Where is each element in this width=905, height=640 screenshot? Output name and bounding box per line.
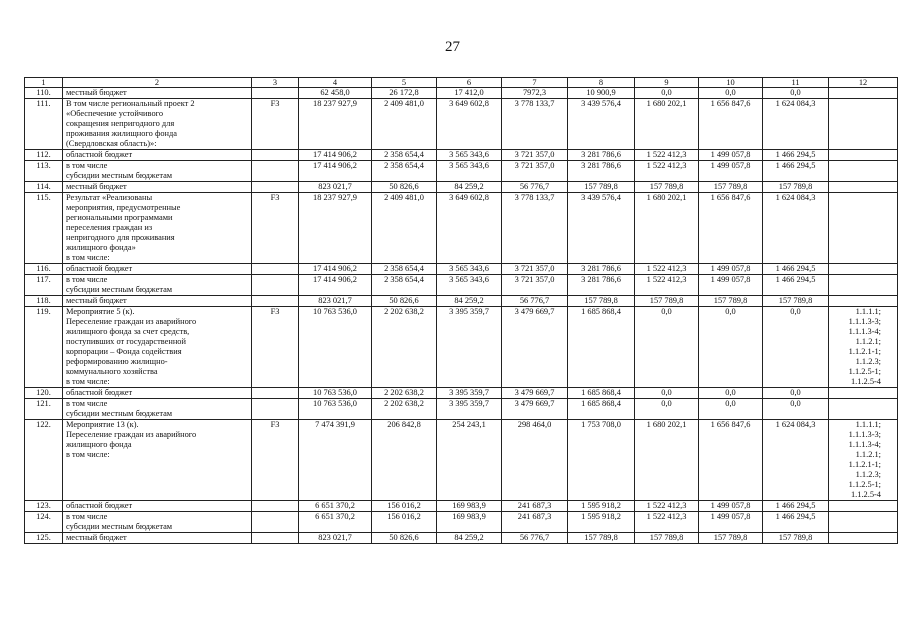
budget-value: 3 395 359,7 xyxy=(437,307,502,388)
budget-value: 1 595 918,2 xyxy=(568,512,635,533)
budget-value: 0,0 xyxy=(763,307,829,388)
budget-value: 3 778 133,7 xyxy=(502,193,568,264)
row-name xyxy=(63,501,252,512)
budget-value: 1 499 057,8 xyxy=(699,264,763,275)
budget-value: 241 687,3 xyxy=(502,512,568,533)
budget-value: 10 763 536,0 xyxy=(299,399,372,420)
target-codes xyxy=(829,275,898,296)
column-header: 5 xyxy=(372,78,437,88)
budget-value: 1 466 294,5 xyxy=(763,275,829,296)
row-code xyxy=(252,264,299,275)
row-name xyxy=(63,296,252,307)
table-row xyxy=(25,533,898,544)
row-name xyxy=(63,182,252,193)
row-number: 123. xyxy=(25,501,63,512)
target-codes xyxy=(829,150,898,161)
row-name-line: местный бюджет xyxy=(66,296,127,305)
budget-value: 50 826,6 xyxy=(372,182,437,193)
row-code: F3 xyxy=(252,420,299,501)
row-number: 116. xyxy=(25,264,63,275)
budget-value: 6 651 370,2 xyxy=(299,501,372,512)
row-code xyxy=(252,296,299,307)
row-name-line: областной бюджет xyxy=(66,264,133,273)
target-codes xyxy=(829,193,898,264)
budget-value: 157 789,8 xyxy=(568,296,635,307)
row-number: 117. xyxy=(25,275,63,296)
target-code: 1.1.1.3-3; xyxy=(848,317,881,326)
table-row xyxy=(25,388,898,399)
budget-value: 2 358 654,4 xyxy=(372,264,437,275)
budget-value: 1 624 084,3 xyxy=(763,99,829,150)
budget-value: 2 358 654,4 xyxy=(372,275,437,296)
row-number: 118. xyxy=(25,296,63,307)
budget-value: 0,0 xyxy=(635,388,699,399)
table-row xyxy=(25,150,898,161)
target-code: 1.1.2.1-1; xyxy=(848,347,881,356)
target-code: 1.1.1.1; xyxy=(855,307,881,316)
budget-value: 17 412,0 xyxy=(437,88,502,99)
budget-value: 17 414 906,2 xyxy=(299,275,372,296)
row-name-line: региональными программами xyxy=(66,213,173,222)
budget-value: 17 414 906,2 xyxy=(299,161,372,182)
budget-value: 3 479 669,7 xyxy=(502,388,568,399)
row-name xyxy=(63,193,252,264)
budget-value: 50 826,6 xyxy=(372,296,437,307)
column-header: 4 xyxy=(299,78,372,88)
row-name-line: Мероприятие 13 (к). xyxy=(66,420,139,429)
row-name xyxy=(63,264,252,275)
budget-value: 2 202 638,2 xyxy=(372,388,437,399)
budget-value: 156 016,2 xyxy=(372,512,437,533)
budget-value: 157 789,8 xyxy=(699,296,763,307)
budget-value: 1 522 412,3 xyxy=(635,501,699,512)
budget-value: 823 021,7 xyxy=(299,182,372,193)
table-row xyxy=(25,193,898,264)
budget-value: 1 595 918,2 xyxy=(568,501,635,512)
row-name-line: в том числе xyxy=(66,399,108,408)
column-header: 10 xyxy=(699,78,763,88)
budget-value: 1 499 057,8 xyxy=(699,161,763,182)
budget-value: 0,0 xyxy=(699,399,763,420)
budget-value: 3 721 357,0 xyxy=(502,150,568,161)
budget-value: 17 414 906,2 xyxy=(299,264,372,275)
budget-value: 2 358 654,4 xyxy=(372,161,437,182)
target-codes xyxy=(829,512,898,533)
budget-value: 62 458,0 xyxy=(299,88,372,99)
row-name-line: корпорации – Фонда содействия xyxy=(66,347,182,356)
row-name-line: местный бюджет xyxy=(66,533,127,542)
row-name-line: в том числе: xyxy=(66,377,110,386)
budget-value: 298 464,0 xyxy=(502,420,568,501)
target-code: 1.1.1.3-3; xyxy=(848,430,881,439)
row-code xyxy=(252,501,299,512)
budget-value: 1 680 202,1 xyxy=(635,99,699,150)
row-number: 122. xyxy=(25,420,63,501)
budget-value: 157 789,8 xyxy=(568,533,635,544)
row-number: 125. xyxy=(25,533,63,544)
budget-value: 1 656 847,6 xyxy=(699,99,763,150)
target-codes xyxy=(829,420,898,501)
row-number: 114. xyxy=(25,182,63,193)
row-name xyxy=(63,533,252,544)
target-codes xyxy=(829,501,898,512)
row-name-line: субсидии местным бюджетам xyxy=(66,409,173,418)
budget-value: 2 409 481,0 xyxy=(372,193,437,264)
budget-value: 157 789,8 xyxy=(763,182,829,193)
row-name-line: Результат «Реализованы xyxy=(66,193,153,202)
budget-value: 84 259,2 xyxy=(437,533,502,544)
budget-value: 2 358 654,4 xyxy=(372,150,437,161)
row-name-line: жилищного фонда за счет средств, xyxy=(66,327,190,336)
column-header: 9 xyxy=(635,78,699,88)
column-header: 11 xyxy=(763,78,829,88)
column-header: 8 xyxy=(568,78,635,88)
budget-value: 3 479 669,7 xyxy=(502,399,568,420)
target-code: 1.1.2.5-4 xyxy=(850,490,881,499)
budget-value: 0,0 xyxy=(763,388,829,399)
budget-value: 1 680 202,1 xyxy=(635,193,699,264)
table-row xyxy=(25,512,898,533)
row-name-line: субсидии местным бюджетам xyxy=(66,522,173,531)
row-name xyxy=(63,307,252,388)
budget-value: 1 624 084,3 xyxy=(763,193,829,264)
row-name-line: (Свердловская область)»: xyxy=(66,139,157,148)
budget-value: 0,0 xyxy=(763,88,829,99)
row-name-line: реформированию жилищно- xyxy=(66,357,168,366)
budget-value: 1 522 412,3 xyxy=(635,161,699,182)
budget-value: 6 651 370,2 xyxy=(299,512,372,533)
budget-value: 7 474 391,9 xyxy=(299,420,372,501)
target-codes xyxy=(829,296,898,307)
table-row xyxy=(25,501,898,512)
target-code: 1.1.1.3-4; xyxy=(848,440,881,449)
budget-value: 169 983,9 xyxy=(437,512,502,533)
budget-value: 254 243,1 xyxy=(437,420,502,501)
budget-value: 3 439 576,4 xyxy=(568,99,635,150)
budget-value: 156 016,2 xyxy=(372,501,437,512)
budget-value: 1 466 294,5 xyxy=(763,264,829,275)
target-code: 1.1.2.1; xyxy=(855,450,881,459)
budget-value: 0,0 xyxy=(699,307,763,388)
column-header: 6 xyxy=(437,78,502,88)
budget-value: 56 776,7 xyxy=(502,296,568,307)
budget-value: 1 522 412,3 xyxy=(635,264,699,275)
budget-value: 1 656 847,6 xyxy=(699,420,763,501)
row-number: 115. xyxy=(25,193,63,264)
target-codes xyxy=(829,88,898,99)
budget-value: 56 776,7 xyxy=(502,182,568,193)
target-code: 1.1.2.3; xyxy=(855,470,881,479)
budget-value: 3 565 343,6 xyxy=(437,275,502,296)
budget-value: 1 753 708,0 xyxy=(568,420,635,501)
row-code xyxy=(252,533,299,544)
budget-value: 3 649 602,8 xyxy=(437,193,502,264)
row-name-line: проживания жилищного фонда xyxy=(66,129,178,138)
budget-value: 3 565 343,6 xyxy=(437,150,502,161)
column-header: 1 xyxy=(25,78,63,88)
row-name xyxy=(63,512,252,533)
budget-value: 3 721 357,0 xyxy=(502,264,568,275)
budget-value: 3 395 359,7 xyxy=(437,399,502,420)
row-code: F3 xyxy=(252,307,299,388)
budget-value: 50 826,6 xyxy=(372,533,437,544)
budget-value: 1 522 412,3 xyxy=(635,275,699,296)
row-name xyxy=(63,420,252,501)
budget-value: 7972,3 xyxy=(502,88,568,99)
column-header: 3 xyxy=(252,78,299,88)
target-codes xyxy=(829,399,898,420)
budget-value: 84 259,2 xyxy=(437,182,502,193)
budget-value: 3 778 133,7 xyxy=(502,99,568,150)
budget-value: 157 789,8 xyxy=(699,182,763,193)
table-row xyxy=(25,182,898,193)
row-name-line: областной бюджет xyxy=(66,501,133,510)
budget-value: 1 499 057,8 xyxy=(699,512,763,533)
budget-value: 206 842,8 xyxy=(372,420,437,501)
column-header: 7 xyxy=(502,78,568,88)
row-code xyxy=(252,161,299,182)
budget-value: 1 499 057,8 xyxy=(699,501,763,512)
budget-value: 1 685 868,4 xyxy=(568,399,635,420)
target-code: 1.1.2.3; xyxy=(855,357,881,366)
row-code xyxy=(252,150,299,161)
row-name-line: в том числе xyxy=(66,512,108,521)
budget-value: 3 649 602,8 xyxy=(437,99,502,150)
budget-value: 0,0 xyxy=(763,399,829,420)
row-number: 113. xyxy=(25,161,63,182)
table-row xyxy=(25,161,898,182)
row-code xyxy=(252,388,299,399)
budget-value: 17 414 906,2 xyxy=(299,150,372,161)
budget-value: 157 789,8 xyxy=(635,296,699,307)
budget-value: 3 565 343,6 xyxy=(437,264,502,275)
table-row xyxy=(25,420,898,501)
budget-value: 1 466 294,5 xyxy=(763,161,829,182)
row-name-line: областной бюджет xyxy=(66,150,133,159)
row-code xyxy=(252,275,299,296)
budget-value: 1 522 412,3 xyxy=(635,512,699,533)
budget-value: 2 409 481,0 xyxy=(372,99,437,150)
row-name-line: местный бюджет xyxy=(66,182,127,191)
row-name xyxy=(63,275,252,296)
budget-value: 3 479 669,7 xyxy=(502,307,568,388)
budget-value: 157 789,8 xyxy=(568,182,635,193)
budget-value: 84 259,2 xyxy=(437,296,502,307)
target-code: 1.1.2.5-1; xyxy=(848,367,881,376)
target-codes xyxy=(829,307,898,388)
budget-value: 1 522 412,3 xyxy=(635,150,699,161)
table-row xyxy=(25,296,898,307)
page-number: 27 xyxy=(445,39,460,55)
budget-value: 10 900,9 xyxy=(568,88,635,99)
row-name xyxy=(63,399,252,420)
target-codes xyxy=(829,533,898,544)
budget-value: 1 499 057,8 xyxy=(699,150,763,161)
budget-value: 56 776,7 xyxy=(502,533,568,544)
row-code: F3 xyxy=(252,193,299,264)
row-name-line: поступивших от государственной xyxy=(66,337,186,346)
budget-table xyxy=(24,77,898,544)
budget-value: 1 466 294,5 xyxy=(763,501,829,512)
row-name-line: областной бюджет xyxy=(66,388,133,397)
column-header: 12 xyxy=(829,78,898,88)
row-name xyxy=(63,388,252,399)
budget-value: 26 172,8 xyxy=(372,88,437,99)
row-name-line: в том числе: xyxy=(66,253,110,262)
target-codes xyxy=(829,264,898,275)
table-row xyxy=(25,264,898,275)
target-code: 1.1.2.1; xyxy=(855,337,881,346)
row-name-line: В том числе региональный проект 2 xyxy=(66,99,195,108)
budget-value: 3 281 786,6 xyxy=(568,275,635,296)
budget-value: 0,0 xyxy=(635,399,699,420)
row-name-line: в том числе xyxy=(66,275,108,284)
target-codes xyxy=(829,388,898,399)
budget-value: 157 789,8 xyxy=(763,296,829,307)
budget-value: 10 763 536,0 xyxy=(299,388,372,399)
table-row xyxy=(25,307,898,388)
row-name xyxy=(63,99,252,150)
budget-value: 18 237 927,9 xyxy=(299,193,372,264)
table-row xyxy=(25,399,898,420)
target-code: 1.1.1.1; xyxy=(855,420,881,429)
row-name-line: Переселение граждан из аварийного xyxy=(66,317,197,326)
budget-value: 1 685 868,4 xyxy=(568,307,635,388)
row-name xyxy=(63,88,252,99)
budget-value: 1 685 868,4 xyxy=(568,388,635,399)
table-row xyxy=(25,275,898,296)
budget-value: 157 789,8 xyxy=(699,533,763,544)
budget-value: 2 202 638,2 xyxy=(372,399,437,420)
row-name xyxy=(63,161,252,182)
target-code: 1.1.2.1-1; xyxy=(848,460,881,469)
row-name xyxy=(63,150,252,161)
target-code: 1.1.2.5-4 xyxy=(850,377,881,386)
row-code xyxy=(252,399,299,420)
target-codes xyxy=(829,182,898,193)
budget-value: 1 680 202,1 xyxy=(635,420,699,501)
target-code: 1.1.1.3-4; xyxy=(848,327,881,336)
budget-value: 0,0 xyxy=(699,388,763,399)
row-name-line: в том числе xyxy=(66,161,108,170)
budget-value: 1 466 294,5 xyxy=(763,512,829,533)
column-header: 2 xyxy=(63,78,252,88)
row-name-line: коммунального хозяйства xyxy=(66,367,158,376)
row-number: 121. xyxy=(25,399,63,420)
budget-value: 3 721 357,0 xyxy=(502,275,568,296)
budget-value: 1 656 847,6 xyxy=(699,193,763,264)
budget-value: 0,0 xyxy=(635,88,699,99)
row-name-line: сокращения непригодного для xyxy=(66,119,175,128)
row-name-line: местный бюджет xyxy=(66,88,127,97)
row-code xyxy=(252,88,299,99)
table-row xyxy=(25,88,898,99)
budget-value: 241 687,3 xyxy=(502,501,568,512)
budget-value: 3 281 786,6 xyxy=(568,264,635,275)
row-name-line: непригодного для проживания xyxy=(66,233,175,242)
budget-value: 1 624 084,3 xyxy=(763,420,829,501)
budget-value: 3 565 343,6 xyxy=(437,161,502,182)
budget-value: 0,0 xyxy=(635,307,699,388)
row-code: F3 xyxy=(252,99,299,150)
target-code: 1.1.2.5-1; xyxy=(848,480,881,489)
target-codes xyxy=(829,99,898,150)
row-number: 124. xyxy=(25,512,63,533)
budget-value: 3 281 786,6 xyxy=(568,161,635,182)
row-number: 119. xyxy=(25,307,63,388)
table-header-row xyxy=(25,78,898,88)
budget-value: 1 499 057,8 xyxy=(699,275,763,296)
budget-value: 3 395 359,7 xyxy=(437,388,502,399)
row-number: 111. xyxy=(25,99,63,150)
budget-value: 823 021,7 xyxy=(299,533,372,544)
row-name-line: Мероприятие 5 (к). xyxy=(66,307,135,316)
budget-value: 2 202 638,2 xyxy=(372,307,437,388)
row-name-line: мероприятия, предусмотренные xyxy=(66,203,181,212)
row-name-line: Переселение граждан из аварийного xyxy=(66,430,197,439)
budget-value: 0,0 xyxy=(699,88,763,99)
budget-value: 3 281 786,6 xyxy=(568,150,635,161)
row-code xyxy=(252,512,299,533)
budget-value: 157 789,8 xyxy=(635,182,699,193)
row-number: 120. xyxy=(25,388,63,399)
row-name-line: субсидии местным бюджетам xyxy=(66,171,173,180)
budget-value: 3 721 357,0 xyxy=(502,161,568,182)
budget-value: 157 789,8 xyxy=(635,533,699,544)
budget-value: 823 021,7 xyxy=(299,296,372,307)
row-name-line: в том числе: xyxy=(66,450,110,459)
budget-value: 10 763 536,0 xyxy=(299,307,372,388)
target-codes xyxy=(829,161,898,182)
budget-value: 3 439 576,4 xyxy=(568,193,635,264)
budget-value: 169 983,9 xyxy=(437,501,502,512)
budget-value: 18 237 927,9 xyxy=(299,99,372,150)
row-number: 110. xyxy=(25,88,63,99)
row-name-line: жилищного фонда» xyxy=(66,243,136,252)
row-code xyxy=(252,182,299,193)
budget-value: 1 466 294,5 xyxy=(763,150,829,161)
row-name-line: «Обеспечение устойчивого xyxy=(66,109,164,118)
row-name-line: субсидии местным бюджетам xyxy=(66,285,173,294)
row-name-line: жилищного фонда xyxy=(66,440,132,449)
row-name-line: переселения граждан из xyxy=(66,223,153,232)
row-number: 112. xyxy=(25,150,63,161)
table-row xyxy=(25,99,898,150)
budget-value: 157 789,8 xyxy=(763,533,829,544)
